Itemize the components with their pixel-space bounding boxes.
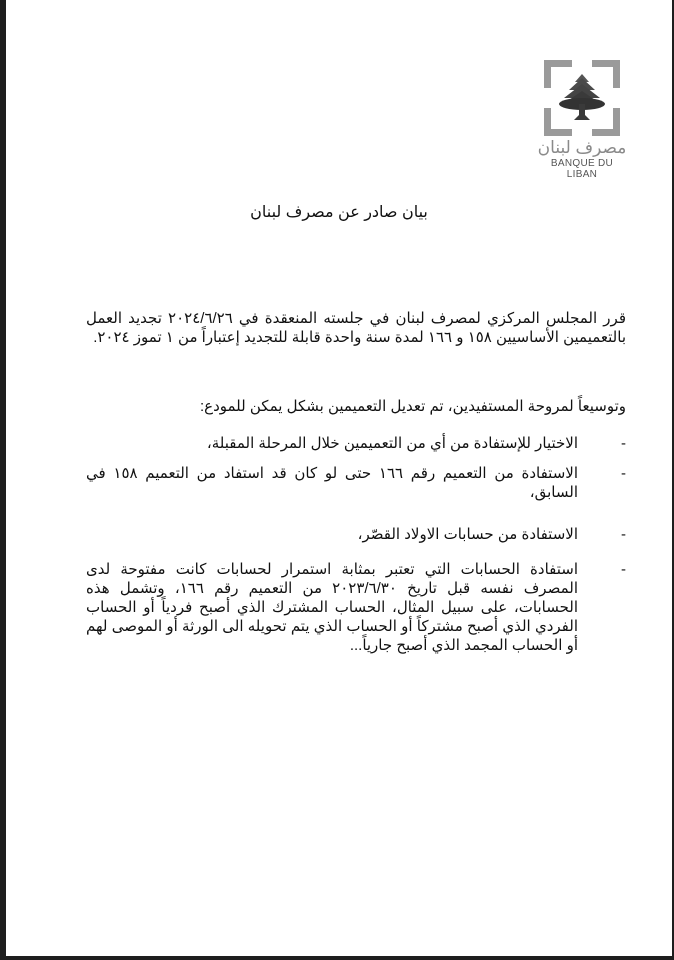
list-item: - استفادة الحسابات التي تعتبر بمثابة استمرار لحسابات كانت مفتوحة لدى المصرف نفسه قبل تاريخ ٢٠٢٣/٦/٣٠ من التعميم رقم ١٦٦، وتشمل هذه الحسابات، على سبيل المثال، الحساب المشترك الذي أصبح فردياً أو الحساب الفردي الذي أصبح مشتركاً أو الحساب الذي يتم تحويله الى الورثة أو الموصى لهم أو الحساب المجمد الذي أصبح جارياً...	[86, 561, 626, 654]
paragraph-decision: قرر المجلس المركزي لمصرف لبنان في جلسته المنعقدة في ٢٠٢٤/٦/٢٦ تجديد العمل بالتعميمين الأساسيين ١٥٨ و ١٦٦ لمدة سنة واحدة قابلة للتجديد إعتباراً من ١ تموز ٢٠٢٤.	[86, 310, 626, 346]
document-title: بيان صادر عن مصرف لبنان	[250, 204, 428, 221]
logo-arabic-name: مصرف لبنان	[537, 138, 627, 157]
logo-english-name: BANQUE DU LIBAN	[550, 158, 614, 180]
list-item: - الاستفادة من التعميم رقم ١٦٦ حتى لو كان قد استفاد من التعميم ١٥٨ في السابق،	[86, 465, 626, 501]
bullet-marker: -	[621, 526, 626, 543]
bank-logo	[536, 60, 628, 180]
list-item: - الاختيار للإستفادة من أي من التعميمين خلال المرحلة المقبلة،	[206, 435, 626, 452]
list-item: - الاستفادة من حسابات الاولاد القصّر،	[357, 526, 626, 543]
cedar-tree-icon	[544, 60, 620, 136]
bullet-list-4	[86, 560, 626, 655]
bullet-list-3	[86, 525, 626, 544]
document-page	[6, 0, 672, 956]
bullet-marker: -	[621, 435, 626, 452]
bullet-list-1	[86, 434, 626, 453]
bullet-marker: -	[621, 561, 626, 578]
paragraph-intro: وتوسيعاً لمروحة المستفيدين، تم تعديل التعميمين بشكل يمكن للمودع:	[199, 398, 626, 415]
bullet-marker: -	[621, 465, 626, 482]
bullet-list-2	[86, 464, 626, 502]
